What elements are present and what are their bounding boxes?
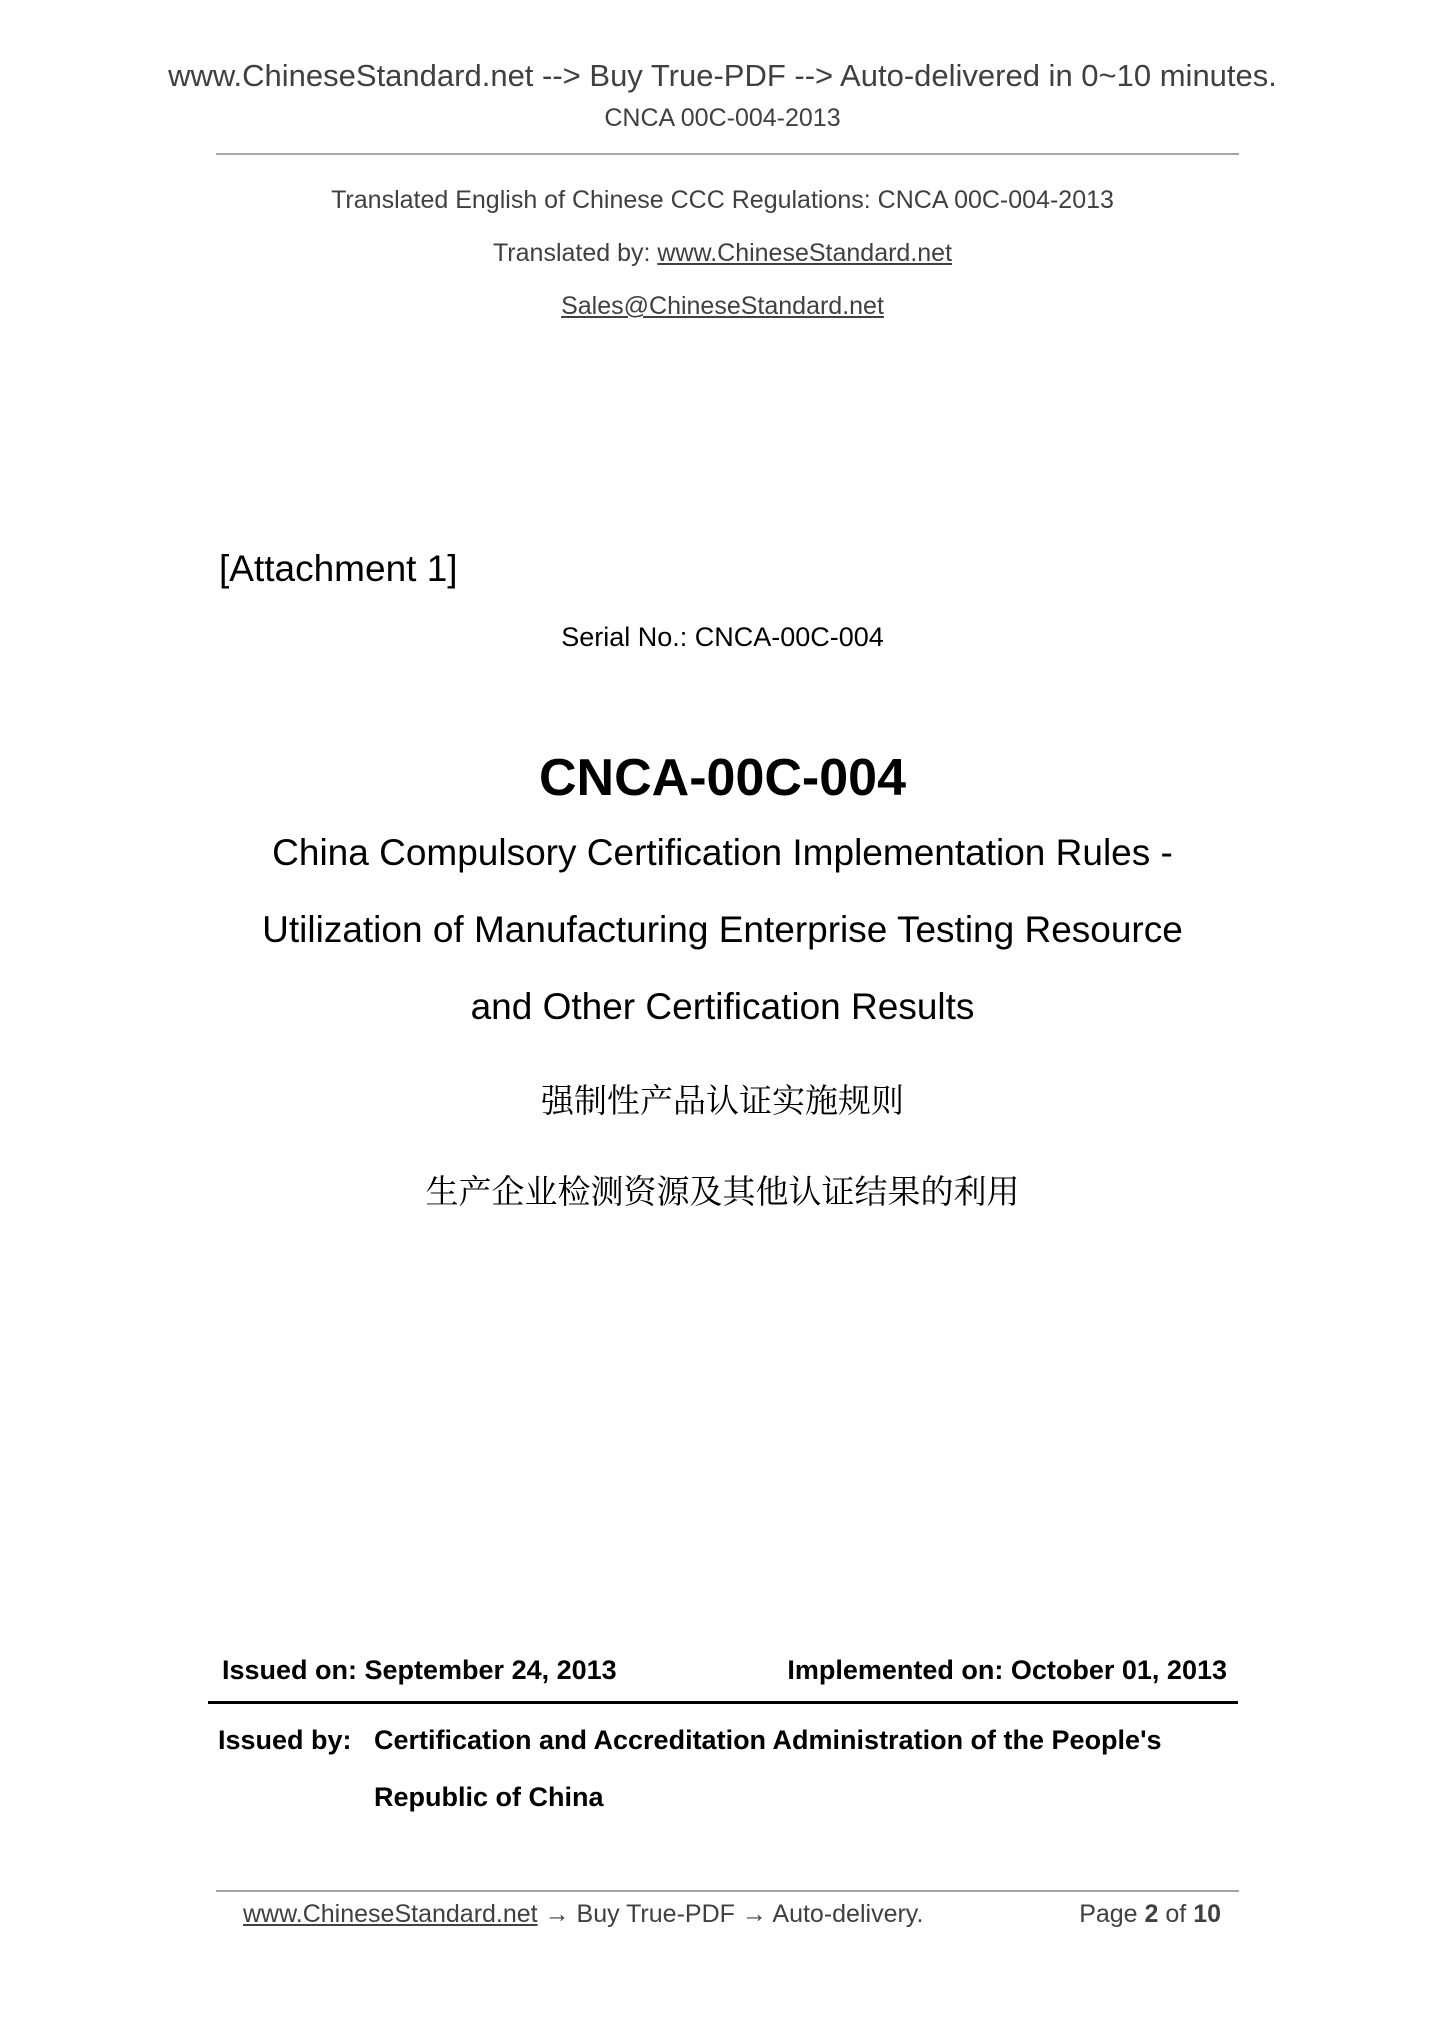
page-indicator xyxy=(1079,1900,1221,1929)
header-doc-id: CNCA 00C-004-2013 xyxy=(604,104,841,132)
header-banner: www.ChineseStandard.net --> Buy True-PDF --> Auto-delivered in 0~10 minutes. xyxy=(168,58,1277,93)
page-current: 2 xyxy=(1144,1900,1159,1928)
title-line-1: China Compulsory Certification Implementation Rules - xyxy=(272,832,1173,873)
page-total: 10 xyxy=(1193,1900,1221,1928)
footer-link[interactable]: www.ChineseStandard.net xyxy=(243,1900,538,1928)
page-of: of xyxy=(1158,1900,1194,1928)
serial-number: Serial No.: CNCA-00C-004 xyxy=(561,622,884,652)
document-code-title: CNCA-00C-004 xyxy=(539,749,906,807)
chinese-title-line-2: 生产企业检测资源及其他认证结果的利用 xyxy=(425,1172,1020,1211)
title-line-3: and Other Certification Results xyxy=(470,986,975,1027)
translated-by xyxy=(0,239,1445,268)
email-link[interactable]: Sales@ChineseStandard.net xyxy=(561,292,884,320)
translated-line: Translated English of Chinese CCC Regulations: CNCA 00C-004-2013 xyxy=(331,186,1114,214)
page-label: Page xyxy=(1079,1900,1145,1928)
translated-by-label: Translated by: xyxy=(492,239,658,267)
translated-by-link[interactable]: www.ChineseStandard.net xyxy=(657,239,953,267)
footer-divider xyxy=(216,1890,1239,1892)
implemented-on-date: Implemented on: October 01, 2013 xyxy=(787,1655,1227,1685)
issued-on-date: Issued on: September 24, 2013 xyxy=(222,1655,617,1685)
issued-by-line-2: Republic of China xyxy=(374,1782,604,1812)
footer-left xyxy=(243,1900,923,1929)
header-divider xyxy=(216,153,1239,155)
issuance-divider xyxy=(208,1701,1238,1704)
issued-by-line-1: Certification and Accreditation Administration of the People's xyxy=(374,1725,1162,1755)
chinese-title-line-1: 强制性产品认证实施规则 xyxy=(541,1081,904,1120)
attachment-label: [Attachment 1] xyxy=(219,548,458,589)
issued-by xyxy=(218,1712,1162,1826)
email xyxy=(0,292,1445,321)
title-line-2: Utilization of Manufacturing Enterprise Testing Resource xyxy=(262,909,1183,950)
issued-by-label: Issued by: xyxy=(218,1725,352,1755)
footer-text: → Buy True-PDF → Auto-delivery. xyxy=(537,1900,924,1928)
